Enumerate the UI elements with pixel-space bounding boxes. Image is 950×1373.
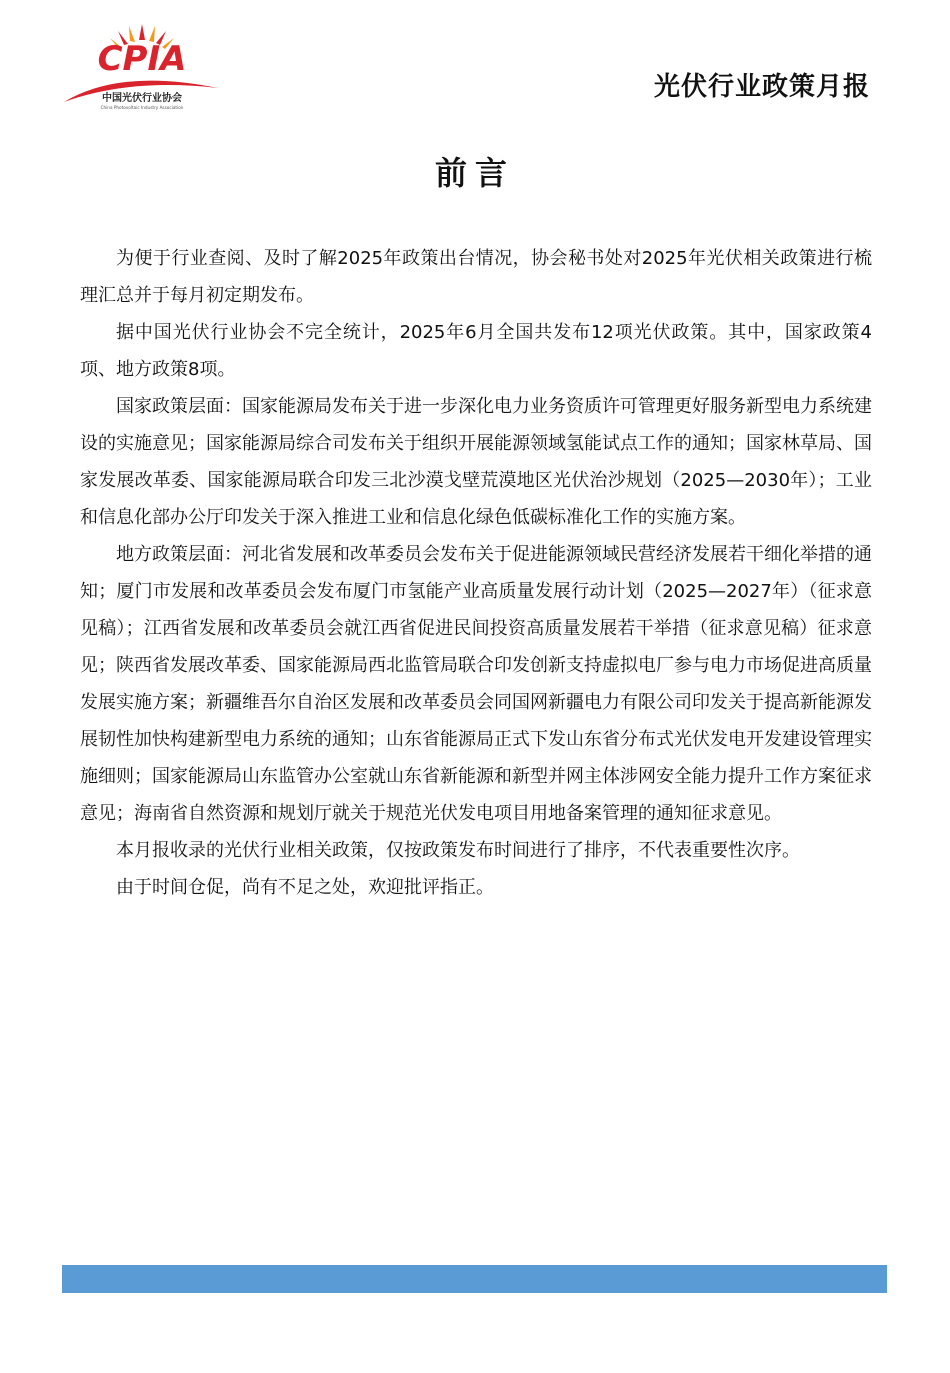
page-title: 前言 [434, 154, 515, 192]
preface-body [80, 240, 872, 906]
paragraph-closing: 由于时间仓促，尚有不足之处，欢迎批评指正。 [116, 877, 494, 898]
cpia-logo [60, 20, 225, 115]
paragraph-ordering-note: 本月报收录的光伏行业相关政策，仅按政策发布时间进行了排序，不代表重要性次序。 [116, 840, 800, 861]
paragraph-intro: 为便于行业查阅、及时了解2025年政策出台情况，协会秘书处对2025年光伏相关政策进行梳理汇总并于每月初定期发布。 [80, 248, 872, 306]
paragraph-statistics: 据中国光伏行业协会不完全统计，2025年6月全国共发布12项光伏政策。其中，国家政策4项、地方政策8项。 [80, 322, 872, 380]
logo-cn-name: 中国光伏行业协会 [102, 93, 182, 104]
paragraph-national-policies: 国家政策层面：国家能源局发布关于进一步深化电力业务资质许可管理更好服务新型电力系统建设的实施意见；国家能源局综合司发布关于组织开展能源领域氢能试点工作的通知；国家林草局、国家发展改革委、国家能源局联合印发三北沙漠戈壁荒漠地区光伏治沙规划（2025—2030年）；工业和信息化部办公厅印发关于深入推进工业和信息化绿色低碳标准化工作的实施方案。 [80, 396, 872, 528]
footer-bar [62, 1265, 887, 1293]
cpia-logo-graphic [60, 20, 225, 115]
paragraph-local-policies: 地方政策层面：河北省发展和改革委员会发布关于促进能源领域民营经济发展若干细化举措的通知；厦门市发展和改革委员会发布厦门市氢能产业高质量发展行动计划（2025—2027年）（征求意见稿）；江西省发展和改革委员会就江西省促进民间投资高质量发展若干举措（征求意见稿）征求意见；陕西省发展改革委、国家能源局西北监管局联合印发创新支持虚拟电厂参与电力市场促进高质量发展实施方案；新疆维吾尔自治区发展和改革委员会同国网新疆电力有限公司印发关于提高新能源发展韧性加快构建新型电力系统的通知；山东省能源局正式下发山东省分布式光伏发电开发建设管理实施细则；国家能源局山东监管办公室就山东省新能源和新型并网主体涉网安全能力提升工作方案征求意见；海南省自然资源和规划厅就关于规范光伏发电项目用地备案管理的通知征求意见。 [80, 544, 872, 824]
logo-mark-text: CPIA [97, 39, 187, 79]
report-name: 光伏行业政策月报 [653, 72, 870, 102]
logo-en-name: China Photovoltaic Industry Association [100, 105, 184, 110]
